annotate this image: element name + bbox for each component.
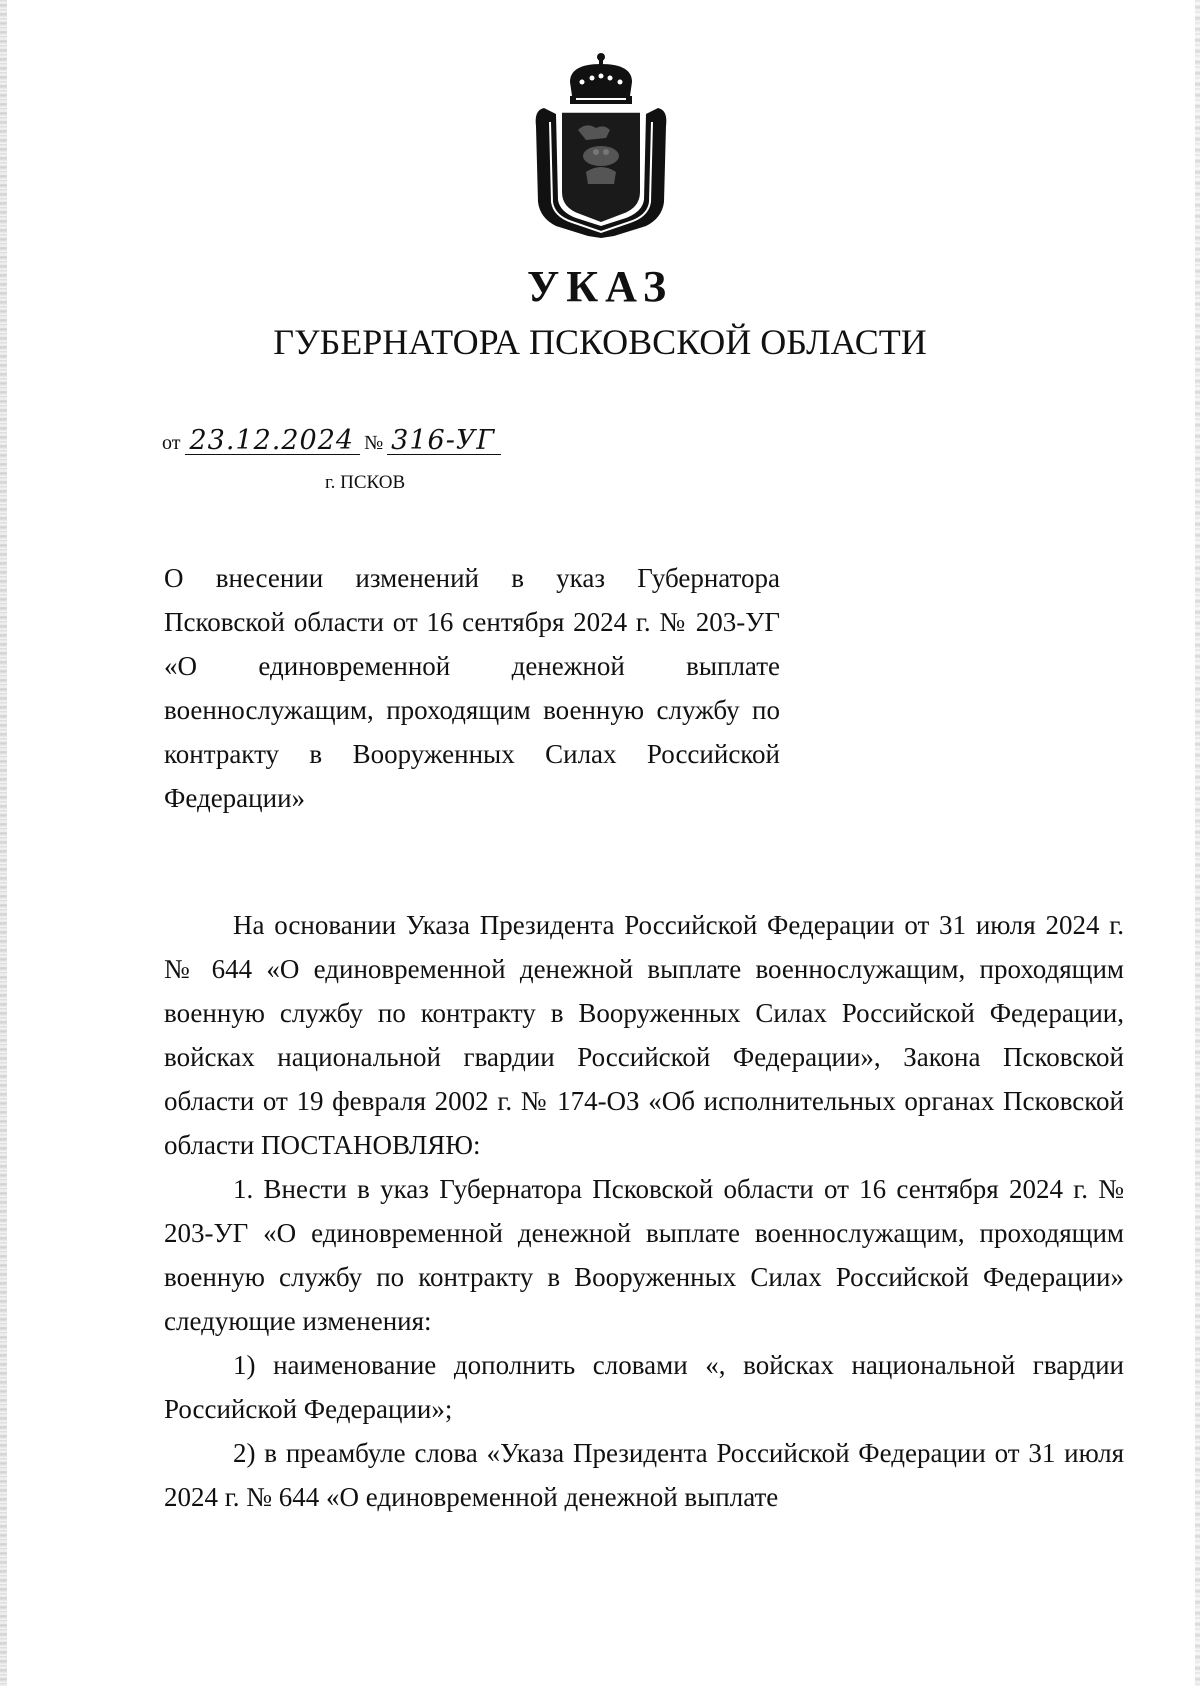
date-number-line (162, 425, 501, 458)
document-title: УКАЗ (526, 262, 674, 311)
date-prefix: от (162, 432, 181, 454)
paragraph-item-1: 1. Внести в указ Губернатора Псковской области от 16 сентября 2024 г. № 203-УГ «О единовременной денежной выплате военнослужащим, проходящим военную службу по контракту в Вооруженных Силах Российской Федерации» следующие изменения: (164, 1174, 1124, 1336)
paragraph-subitem-2: 2) в преамбуле слова «Указа Президента Российской Федерации от 31 июля 2024 г. № 644 «О единовременной денежной выплате (164, 1438, 1124, 1512)
document-date: 23.12.2024 (185, 428, 360, 455)
document-city: г. ПСКОВ (325, 472, 406, 493)
scan-edge-left (0, 0, 7, 1686)
document-body (164, 903, 1124, 1519)
document-issuer: ГУБЕРНАТОРА ПСКОВСКОЙ ОБЛАСТИ (273, 322, 927, 362)
number-prefix: № (364, 432, 384, 454)
document-subject: О внесении изменений в указ Губернатора Псковской области от 16 сентября 2024 г. № 203-УГ «О единовременной денежной выплате военнослужащим, проходящим военную службу по контракту в Вооруженных Силах Российской Федерации» (164, 563, 780, 813)
coat-of-arms-icon (526, 52, 676, 238)
scan-edge-right (1195, 0, 1200, 1686)
document-number: 316-УГ (387, 428, 501, 455)
paragraph-preamble: На основании Указа Президента Российской Федерации от 31 июля 2024 г. № 644 «О единовременной денежной выплате военнослужащим, проходящим военную службу по контракту в Вооруженных Силах Российской Федерации, войсках национальной гвардии Российской Федерации», Закона Псковской области от 19 февраля 2002 г. № 174-ОЗ «Об исполнительных органах Псковской области ПОСТАНОВЛЯЮ: (164, 910, 1124, 1160)
paragraph-subitem-1: 1) наименование дополнить словами «, войсках национальной гвардии Российской Федерации»; (164, 1350, 1124, 1424)
